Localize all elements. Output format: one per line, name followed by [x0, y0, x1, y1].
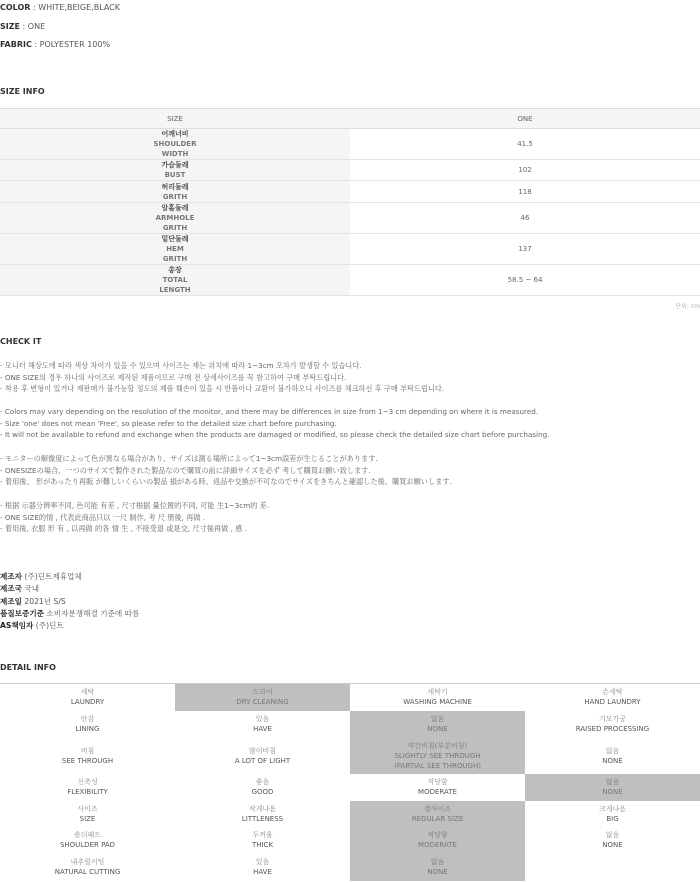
check-it-title: CHECK IT [0, 337, 42, 346]
detail-cell [0, 774, 175, 801]
detail-cell-en: NONE [427, 725, 448, 733]
detail-cell-kr: 숄더패드 [73, 831, 102, 839]
size-table-row [0, 265, 700, 296]
detail-cell-kr: 없음 [605, 778, 620, 786]
maker-line [0, 571, 139, 583]
note-line: - 着用後, 衣服 形 有 , 以再做 的各 情 生 , 不接受退 或是交, 尺寸後再做 , 感 . [0, 524, 247, 534]
maker-value: (주)딘트 [33, 621, 64, 631]
size-row-label [0, 234, 350, 265]
detail-cell-kr: 좋음 [255, 778, 270, 786]
detail-cell-en: MODERATE [418, 841, 457, 849]
detail-cell [350, 738, 525, 774]
detail-cell-en: NONE [602, 841, 623, 849]
detail-cell [525, 854, 700, 881]
size-row-label [0, 181, 350, 203]
detail-row [0, 738, 700, 774]
detail-cell-kr: 크게나옴 [598, 804, 627, 813]
note-line: - It will not be available to refund and exchange when the products are damaged or modified, so please check the detailed size chart before purchasing. [0, 430, 550, 440]
size-row-label-en: SHOULDER [153, 140, 197, 148]
size-row-label-en: ARMHOLE [155, 214, 195, 222]
detail-cell [175, 774, 350, 801]
size-info-title: SIZE INFO [0, 87, 45, 96]
detail-cell-en: SEE THROUGH [61, 756, 114, 765]
detail-cell-en: REGULAR SIZE [411, 814, 464, 823]
note-line: - ONE SIZE의 경우 하나의 사이즈로 제작된 제품이므로 구매 전 상세사이즈를 꼭 참고하여 구매 부탁드립니다. [0, 372, 347, 382]
detail-cell-en: HAVE [253, 725, 272, 733]
detail-cell [350, 774, 525, 801]
detail-cell-en: THICK [251, 841, 274, 849]
detail-cell [525, 738, 700, 774]
note-line: - Colors may vary depending on the resolution of the monitor, and there may be differences in size from 1~3 cm depending on where it is measured. [0, 407, 539, 416]
maker-line [0, 620, 139, 632]
size-row-value: 58.5 ~ 64 [350, 265, 700, 296]
detail-cell-kr: 안감 [80, 715, 95, 723]
size-row-value: 118 [350, 181, 700, 203]
detail-cell-en: HAND LAUNDRY [584, 698, 641, 707]
detail-cell [0, 684, 175, 711]
detail-cell-kr: 두꺼움 [252, 831, 273, 839]
detail-cell-kr: 약간비침(부분비침) [407, 741, 468, 750]
maker-line [0, 583, 139, 595]
note-line: - ONE SIZE的情 , 代表此商品只以 一尺 制作, 考 尺 册後, 再做 . [0, 512, 206, 522]
detail-cell-en: NATURAL CUTTING [54, 868, 121, 876]
detail-cell [525, 774, 700, 801]
size-row-label-kr: 밑단둘레 [161, 235, 189, 243]
size-row-label-en: LENGTH [159, 286, 191, 294]
maker-label: AS책임자 [0, 621, 34, 631]
spec-size: SIZE : ONE [0, 22, 46, 31]
size-table-row [0, 234, 700, 265]
detail-cell-kr: 세탁기 [427, 688, 448, 697]
size-table-header [0, 109, 700, 129]
detail-row [0, 684, 700, 711]
detail-cell [525, 684, 700, 711]
detail-cell [0, 827, 175, 854]
detail-cell-en: (PARTIAL SEE THROUGH) [394, 761, 481, 770]
detail-cell [350, 801, 525, 827]
spec-color: COLOR : WHITE,BEIGE,BLACK [0, 3, 120, 12]
detail-cell [0, 801, 175, 827]
detail-cell [175, 801, 350, 827]
size-row-value: 137 [350, 234, 700, 265]
detail-cell-kr: 적당함 [427, 778, 448, 786]
detail-row [0, 801, 700, 827]
detail-cell-kr: 있음 [255, 858, 270, 866]
notes-english [0, 406, 549, 441]
detail-row [0, 854, 700, 881]
size-row-label-en: GRITH [162, 224, 188, 232]
detail-row [0, 711, 700, 738]
size-row-label-en: WIDTH [161, 150, 189, 158]
size-row-label [0, 265, 350, 296]
size-row-label-kr: 어깨너비 [161, 130, 189, 138]
detail-cell-kr: 손세탁 [602, 688, 623, 697]
maker-line [0, 608, 139, 620]
detail-row [0, 827, 700, 854]
detail-cell-kr: 신축성 [77, 778, 98, 786]
size-row-label [0, 129, 350, 160]
size-table [0, 108, 700, 296]
detail-info-title: DETAIL INFO [0, 663, 56, 672]
detail-cell-en: NONE [427, 868, 448, 876]
maker-label: 제조자 [0, 572, 23, 581]
size-row-label-kr: 가슴둘레 [161, 161, 189, 169]
size-row-label-kr: 허리둘레 [161, 182, 189, 191]
detail-cell-kr: 없음 [605, 746, 620, 755]
size-row-label-kr: 총장 [168, 266, 182, 274]
detail-cell-kr: 많이비침 [248, 746, 277, 755]
detail-cell [525, 711, 700, 738]
detail-cell-en: DRY CLEANING [236, 698, 289, 707]
size-header-value: ONE [350, 109, 700, 129]
detail-cell [350, 827, 525, 854]
detail-cell-en: A LOT OF LIGHT [234, 756, 291, 765]
notes-chinese [0, 500, 269, 535]
detail-cell-en: LITTLENESS [241, 814, 284, 823]
note-line: - ONESIZEの場合、一つのサイズで製作された製品なので購買の前に詳細サイズを必ず 考して購買お願い致します. [0, 465, 371, 475]
size-row-value: 41.5 [350, 129, 700, 160]
size-table-row [0, 203, 700, 234]
size-row-label-kr: 암홀둘레 [161, 204, 189, 212]
detail-cell [175, 854, 350, 881]
detail-cell-en: SHOULDER PAD [59, 841, 116, 849]
size-row-label-en: GRITH [162, 255, 188, 263]
detail-cell-en: HAVE [253, 868, 272, 876]
maker-label: 제조국 [0, 584, 23, 594]
spec-fabric: FABRIC : POLYESTER 100% [0, 40, 111, 49]
detail-cell-kr: 드라이 [252, 688, 273, 697]
detail-cell-kr: 사이즈 [77, 804, 98, 813]
detail-cell [0, 738, 175, 774]
detail-cell-en: FLEXIBILITY [67, 788, 108, 796]
note-line: - 着用後、 形があったり再販 が難しいくらいの製品 損がある時、返品や交換が不可なのでサイズをきちんと確認した後、購買お願いします. [0, 477, 452, 487]
notes-korean [0, 360, 444, 395]
detail-cell-en: LAUNDRY [70, 698, 105, 707]
detail-cell [175, 738, 350, 774]
note-line: - Size 'one' does not mean 'Free', so please refer to the detailed size chart before purchasing. [0, 418, 337, 428]
detail-cell-kr: 작게나옴 [248, 804, 277, 813]
note-line: - 모니터 해상도에 따라 색상 차이가 있을 수 있으며 사이즈는 재는 위치에 따라 1~3cm 오차가 발생할 수 있습니다. [0, 361, 362, 370]
maker-line [0, 596, 139, 608]
detail-cell-kr: 없음 [605, 831, 620, 839]
manufacturer-info [0, 571, 139, 632]
detail-cell-kr: 적당함 [427, 831, 448, 839]
size-row-label [0, 160, 350, 181]
maker-value: 소비자분쟁해결 기준에 따름 [44, 608, 140, 618]
maker-label: 제조일 [0, 596, 23, 606]
maker-value: 국내 [22, 584, 40, 594]
detail-cell-en: LINING [75, 725, 100, 733]
detail-cell [350, 711, 525, 738]
detail-cell-en: BIG [606, 814, 619, 823]
maker-value: 2021년 S/S [22, 596, 66, 606]
detail-cell [350, 854, 525, 881]
maker-label: 품질보증기준 [0, 608, 45, 618]
note-line: - モニターの解像度によって色が異なる場合があり、サイズは測る場所によって1~3cm誤差が生じることがあります. [0, 454, 378, 463]
detail-cell-kr: 있음 [255, 715, 270, 723]
maker-value: (주)딘트제휴업체 [22, 572, 82, 581]
detail-cell-kr: 세탁 [80, 688, 95, 697]
detail-cell-en: SIZE [79, 814, 96, 823]
detail-cell-en: WASHING MACHINE [403, 698, 472, 707]
detail-cell [525, 801, 700, 827]
size-row-label [0, 203, 350, 234]
detail-cell-en: NONE [602, 788, 623, 796]
detail-cell-en: SLIGHTLY SEE THROUGH [394, 751, 481, 760]
note-line: - 根据 示器分辨率不同, 色可能 有差 , 尺寸根据 量位置的不同, 可能 生1~3cm的 差. [0, 501, 270, 510]
detail-cell [175, 827, 350, 854]
detail-cell-en: RAISED PROCESSING [575, 725, 650, 733]
size-table-row [0, 160, 700, 181]
size-header-label: SIZE [0, 109, 350, 129]
detail-cell [0, 854, 175, 881]
detail-cell [175, 684, 350, 711]
size-row-label-en: HEM [166, 245, 184, 253]
unit-note: 단위: cm [675, 303, 700, 310]
size-row-label-en: TOTAL [162, 276, 188, 284]
detail-cell-kr: 비침 [80, 746, 95, 755]
detail-cell [525, 827, 700, 854]
detail-cell-kr: 내추럴커팅 [70, 858, 105, 866]
detail-cell-en: NONE [602, 756, 623, 765]
size-row-value: 102 [350, 160, 700, 181]
size-row-value: 46 [350, 203, 700, 234]
detail-cell-en: GOOD [251, 788, 274, 796]
detail-cell [350, 684, 525, 711]
detail-cell [0, 711, 175, 738]
note-line: - 착용 후 변형이 있거나 재판매가 불가능할 정도의 제품 훼손이 있을 시 반품이나 교환이 불가하오니 사이즈를 체크하신 후 구매 부탁드립니다. [0, 384, 445, 394]
detail-cell-kr: 정사이즈 [423, 804, 452, 813]
size-row-label-en: GRITH [162, 192, 188, 201]
detail-row [0, 774, 700, 801]
detail-cell [175, 711, 350, 738]
detail-cell-kr: 기모가공 [598, 715, 627, 723]
size-table-row [0, 129, 700, 160]
size-row-label-en: BUST [164, 171, 186, 179]
detail-cell-kr: 없음 [430, 858, 445, 866]
detail-table [0, 683, 700, 881]
detail-cell-kr: 없음 [430, 715, 445, 723]
notes-japanese [0, 453, 452, 488]
detail-cell-en: MODERATE [418, 788, 457, 796]
size-table-row [0, 181, 700, 203]
